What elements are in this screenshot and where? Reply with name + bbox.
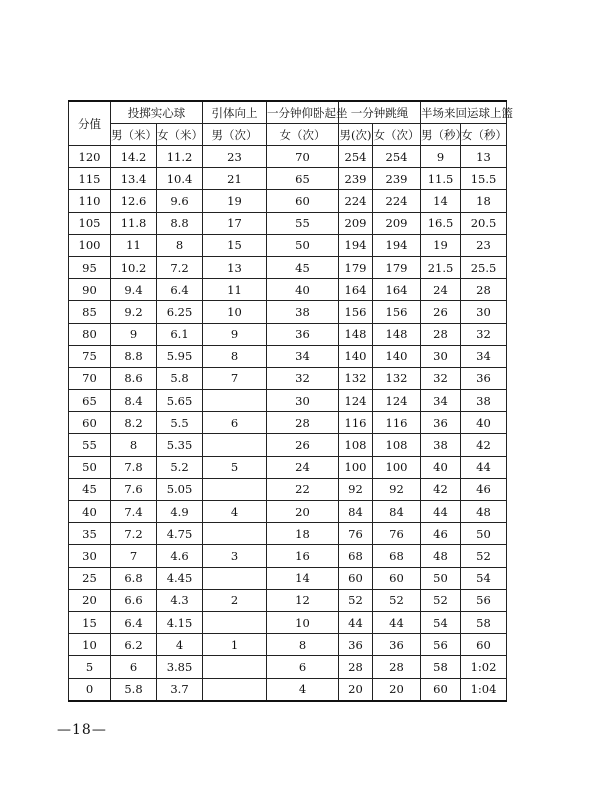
cell-shot-put-female: 4.75	[157, 523, 203, 545]
cell-basketball-female: 32	[461, 323, 507, 345]
cell-shot-put-female: 8.8	[157, 212, 203, 234]
cell-rope-male: 209	[339, 212, 373, 234]
cell-shot-put-male: 6.6	[111, 589, 157, 611]
cell-shot-put-male: 13.4	[111, 168, 157, 190]
cell-score: 110	[69, 190, 111, 212]
cell-rope-male: 164	[339, 279, 373, 301]
cell-rope-male: 76	[339, 523, 373, 545]
cell-basketball-female: 54	[461, 567, 507, 589]
cell-shot-put-male: 14.2	[111, 146, 157, 168]
cell-shot-put-male: 9.4	[111, 279, 157, 301]
subheader-situp-female: 女（次）	[267, 124, 339, 146]
cell-shot-put-male: 10.2	[111, 256, 157, 278]
cell-score: 5	[69, 656, 111, 678]
cell-basketball-female: 1:04	[461, 678, 507, 701]
cell-basketball-female: 20.5	[461, 212, 507, 234]
cell-basketball-female: 48	[461, 501, 507, 523]
cell-situp-female: 45	[267, 256, 339, 278]
cell-rope-male: 224	[339, 190, 373, 212]
cell-rope-male: 124	[339, 390, 373, 412]
cell-basketball-female: 46	[461, 478, 507, 500]
cell-basketball-male: 60	[421, 678, 461, 701]
cell-score: 85	[69, 301, 111, 323]
cell-pullup-male	[203, 390, 267, 412]
cell-situp-female: 32	[267, 367, 339, 389]
header-basketball: 半场来回运球上篮	[421, 101, 507, 124]
cell-situp-female: 22	[267, 478, 339, 500]
cell-situp-female: 24	[267, 456, 339, 478]
cell-score: 45	[69, 478, 111, 500]
cell-situp-female: 6	[267, 656, 339, 678]
cell-basketball-male: 21.5	[421, 256, 461, 278]
cell-score: 55	[69, 434, 111, 456]
cell-rope-female: 108	[373, 434, 421, 456]
cell-situp-female: 20	[267, 501, 339, 523]
cell-shot-put-male: 7.6	[111, 478, 157, 500]
table-row	[69, 212, 507, 234]
cell-basketball-male: 11.5	[421, 168, 461, 190]
cell-shot-put-female: 4.9	[157, 501, 203, 523]
cell-basketball-male: 32	[421, 367, 461, 389]
cell-basketball-male: 44	[421, 501, 461, 523]
table-row	[69, 523, 507, 545]
cell-pullup-male: 9	[203, 323, 267, 345]
cell-rope-male: 92	[339, 478, 373, 500]
score-table-container	[68, 100, 513, 702]
cell-pullup-male: 19	[203, 190, 267, 212]
cell-situp-female: 70	[267, 146, 339, 168]
header-pullup: 引体向上	[203, 101, 267, 124]
cell-rope-male: 254	[339, 146, 373, 168]
cell-shot-put-male: 8.8	[111, 345, 157, 367]
cell-situp-female: 34	[267, 345, 339, 367]
cell-shot-put-female: 10.4	[157, 168, 203, 190]
cell-rope-female: 148	[373, 323, 421, 345]
cell-rope-female: 179	[373, 256, 421, 278]
cell-shot-put-female: 4.15	[157, 611, 203, 633]
cell-basketball-male: 56	[421, 634, 461, 656]
cell-rope-female: 124	[373, 390, 421, 412]
cell-shot-put-male: 6.8	[111, 567, 157, 589]
cell-pullup-male: 5	[203, 456, 267, 478]
subheader-rope-female: 女（次）	[373, 124, 421, 146]
cell-rope-female: 116	[373, 412, 421, 434]
cell-rope-male: 116	[339, 412, 373, 434]
cell-shot-put-male: 6.4	[111, 611, 157, 633]
table-row	[69, 190, 507, 212]
cell-pullup-male	[203, 678, 267, 701]
cell-shot-put-male: 7.2	[111, 523, 157, 545]
table-row	[69, 301, 507, 323]
cell-score: 35	[69, 523, 111, 545]
cell-shot-put-male: 8.2	[111, 412, 157, 434]
cell-basketball-female: 28	[461, 279, 507, 301]
cell-basketball-female: 30	[461, 301, 507, 323]
cell-shot-put-male: 8.6	[111, 367, 157, 389]
cell-basketball-male: 38	[421, 434, 461, 456]
subheader-rope-male: 男(次)	[339, 124, 373, 146]
cell-basketball-male: 14	[421, 190, 461, 212]
table-row	[69, 567, 507, 589]
cell-rope-female: 224	[373, 190, 421, 212]
cell-situp-female: 28	[267, 412, 339, 434]
cell-shot-put-male: 8	[111, 434, 157, 456]
cell-shot-put-male: 6.2	[111, 634, 157, 656]
cell-basketball-female: 18	[461, 190, 507, 212]
cell-pullup-male: 8	[203, 345, 267, 367]
cell-score: 75	[69, 345, 111, 367]
cell-shot-put-female: 7.2	[157, 256, 203, 278]
cell-situp-female: 30	[267, 390, 339, 412]
cell-shot-put-female: 6.1	[157, 323, 203, 345]
cell-score: 50	[69, 456, 111, 478]
cell-pullup-male	[203, 656, 267, 678]
table-body	[69, 146, 507, 701]
cell-score: 115	[69, 168, 111, 190]
cell-shot-put-female: 11.2	[157, 146, 203, 168]
cell-situp-female: 8	[267, 634, 339, 656]
cell-rope-female: 92	[373, 478, 421, 500]
table-row	[69, 634, 507, 656]
table-row	[69, 323, 507, 345]
cell-situp-female: 60	[267, 190, 339, 212]
cell-rope-female: 52	[373, 589, 421, 611]
cell-situp-female: 40	[267, 279, 339, 301]
cell-rope-female: 239	[373, 168, 421, 190]
header-jump-rope: 一分钟跳绳	[339, 101, 421, 124]
cell-shot-put-female: 4.6	[157, 545, 203, 567]
cell-situp-female: 55	[267, 212, 339, 234]
cell-score: 70	[69, 367, 111, 389]
cell-basketball-male: 48	[421, 545, 461, 567]
cell-basketball-male: 26	[421, 301, 461, 323]
cell-shot-put-female: 5.2	[157, 456, 203, 478]
cell-pullup-male	[203, 478, 267, 500]
cell-basketball-male: 28	[421, 323, 461, 345]
cell-rope-female: 140	[373, 345, 421, 367]
cell-shot-put-male: 8.4	[111, 390, 157, 412]
cell-pullup-male: 10	[203, 301, 267, 323]
table-row	[69, 146, 507, 168]
cell-basketball-female: 60	[461, 634, 507, 656]
cell-shot-put-female: 5.35	[157, 434, 203, 456]
cell-rope-female: 194	[373, 234, 421, 256]
cell-shot-put-female: 9.6	[157, 190, 203, 212]
cell-basketball-male: 34	[421, 390, 461, 412]
table-row	[69, 367, 507, 389]
cell-basketball-female: 1:02	[461, 656, 507, 678]
table-row	[69, 478, 507, 500]
table-row	[69, 456, 507, 478]
cell-basketball-male: 36	[421, 412, 461, 434]
cell-score: 120	[69, 146, 111, 168]
cell-score: 15	[69, 611, 111, 633]
cell-score: 90	[69, 279, 111, 301]
cell-pullup-male: 6	[203, 412, 267, 434]
cell-score: 0	[69, 678, 111, 701]
cell-rope-male: 84	[339, 501, 373, 523]
cell-score: 60	[69, 412, 111, 434]
cell-basketball-female: 23	[461, 234, 507, 256]
cell-situp-female: 50	[267, 234, 339, 256]
header-score: 分值	[69, 101, 111, 146]
cell-pullup-male: 11	[203, 279, 267, 301]
cell-basketball-female: 58	[461, 611, 507, 633]
table-row	[69, 390, 507, 412]
cell-rope-female: 68	[373, 545, 421, 567]
table-row	[69, 279, 507, 301]
cell-score: 100	[69, 234, 111, 256]
cell-rope-female: 28	[373, 656, 421, 678]
cell-pullup-male: 15	[203, 234, 267, 256]
cell-rope-female: 164	[373, 279, 421, 301]
cell-basketball-female: 40	[461, 412, 507, 434]
cell-rope-male: 100	[339, 456, 373, 478]
cell-situp-female: 12	[267, 589, 339, 611]
cell-rope-male: 36	[339, 634, 373, 656]
cell-rope-female: 254	[373, 146, 421, 168]
cell-rope-male: 108	[339, 434, 373, 456]
cell-shot-put-female: 6.25	[157, 301, 203, 323]
subheader-basketball-female: 女（秒）	[461, 124, 507, 146]
cell-basketball-female: 25.5	[461, 256, 507, 278]
cell-shot-put-male: 7.4	[111, 501, 157, 523]
table-row	[69, 678, 507, 701]
cell-shot-put-female: 4	[157, 634, 203, 656]
cell-rope-female: 156	[373, 301, 421, 323]
cell-pullup-male: 2	[203, 589, 267, 611]
cell-situp-female: 10	[267, 611, 339, 633]
cell-rope-male: 68	[339, 545, 373, 567]
cell-pullup-male	[203, 611, 267, 633]
cell-score: 80	[69, 323, 111, 345]
cell-rope-male: 28	[339, 656, 373, 678]
cell-basketball-male: 9	[421, 146, 461, 168]
cell-situp-female: 14	[267, 567, 339, 589]
header-shot-put: 投掷实心球	[111, 101, 203, 124]
table-row	[69, 234, 507, 256]
cell-rope-female: 84	[373, 501, 421, 523]
cell-rope-female: 100	[373, 456, 421, 478]
cell-pullup-male: 13	[203, 256, 267, 278]
cell-shot-put-male: 11	[111, 234, 157, 256]
cell-shot-put-female: 4.3	[157, 589, 203, 611]
cell-shot-put-female: 3.85	[157, 656, 203, 678]
cell-score: 30	[69, 545, 111, 567]
table-row	[69, 434, 507, 456]
cell-rope-male: 156	[339, 301, 373, 323]
score-table	[68, 100, 513, 702]
cell-shot-put-male: 12.6	[111, 190, 157, 212]
subheader-basketball-male: 男（秒）	[421, 124, 461, 146]
cell-situp-female: 26	[267, 434, 339, 456]
cell-pullup-male: 21	[203, 168, 267, 190]
cell-situp-female: 65	[267, 168, 339, 190]
cell-shot-put-female: 5.05	[157, 478, 203, 500]
cell-rope-female: 132	[373, 367, 421, 389]
cell-rope-male: 148	[339, 323, 373, 345]
cell-rope-male: 20	[339, 678, 373, 701]
table-row	[69, 611, 507, 633]
cell-rope-male: 132	[339, 367, 373, 389]
cell-rope-male: 52	[339, 589, 373, 611]
cell-basketball-male: 54	[421, 611, 461, 633]
header-situp: 一分钟仰卧起坐	[267, 101, 339, 124]
cell-basketball-female: 44	[461, 456, 507, 478]
cell-situp-female: 36	[267, 323, 339, 345]
cell-pullup-male: 4	[203, 501, 267, 523]
cell-basketball-female: 42	[461, 434, 507, 456]
cell-basketball-male: 30	[421, 345, 461, 367]
cell-shot-put-male: 9.2	[111, 301, 157, 323]
subheader-shot-put-female: 女（米）	[157, 124, 203, 146]
cell-rope-female: 60	[373, 567, 421, 589]
cell-shot-put-male: 5.8	[111, 678, 157, 701]
cell-pullup-male: 23	[203, 146, 267, 168]
cell-pullup-male	[203, 434, 267, 456]
cell-score: 40	[69, 501, 111, 523]
cell-shot-put-male: 7.8	[111, 456, 157, 478]
cell-rope-female: 44	[373, 611, 421, 633]
cell-situp-female: 16	[267, 545, 339, 567]
cell-rope-male: 140	[339, 345, 373, 367]
cell-shot-put-female: 5.8	[157, 367, 203, 389]
subheader-shot-put-male: 男（米）	[111, 124, 157, 146]
cell-situp-female: 18	[267, 523, 339, 545]
cell-pullup-male: 1	[203, 634, 267, 656]
cell-shot-put-female: 5.5	[157, 412, 203, 434]
cell-basketball-female: 15.5	[461, 168, 507, 190]
cell-rope-male: 239	[339, 168, 373, 190]
table-row	[69, 656, 507, 678]
cell-shot-put-female: 3.7	[157, 678, 203, 701]
cell-basketball-male: 50	[421, 567, 461, 589]
cell-rope-male: 179	[339, 256, 373, 278]
cell-basketball-female: 56	[461, 589, 507, 611]
cell-basketball-female: 52	[461, 545, 507, 567]
table-row	[69, 256, 507, 278]
cell-basketball-male: 52	[421, 589, 461, 611]
cell-basketball-female: 36	[461, 367, 507, 389]
cell-basketball-female: 13	[461, 146, 507, 168]
cell-basketball-male: 58	[421, 656, 461, 678]
cell-basketball-female: 38	[461, 390, 507, 412]
cell-pullup-male: 7	[203, 367, 267, 389]
cell-basketball-male: 46	[421, 523, 461, 545]
table-row	[69, 545, 507, 567]
cell-shot-put-female: 8	[157, 234, 203, 256]
subheader-pullup-male: 男（次）	[203, 124, 267, 146]
cell-rope-female: 76	[373, 523, 421, 545]
cell-basketball-male: 16.5	[421, 212, 461, 234]
cell-pullup-male	[203, 567, 267, 589]
cell-rope-male: 60	[339, 567, 373, 589]
cell-shot-put-female: 4.45	[157, 567, 203, 589]
cell-score: 25	[69, 567, 111, 589]
cell-shot-put-female: 5.65	[157, 390, 203, 412]
cell-basketball-female: 34	[461, 345, 507, 367]
cell-basketball-male: 42	[421, 478, 461, 500]
cell-pullup-male: 3	[203, 545, 267, 567]
table-row	[69, 412, 507, 434]
page-number: —18—	[57, 722, 107, 738]
cell-rope-male: 44	[339, 611, 373, 633]
cell-basketball-male: 40	[421, 456, 461, 478]
cell-rope-female: 20	[373, 678, 421, 701]
cell-shot-put-male: 9	[111, 323, 157, 345]
cell-basketball-female: 50	[461, 523, 507, 545]
table-row	[69, 501, 507, 523]
table-row	[69, 589, 507, 611]
cell-score: 65	[69, 390, 111, 412]
cell-shot-put-male: 7	[111, 545, 157, 567]
table-row	[69, 168, 507, 190]
cell-shot-put-male: 6	[111, 656, 157, 678]
cell-rope-female: 209	[373, 212, 421, 234]
cell-score: 10	[69, 634, 111, 656]
cell-rope-male: 194	[339, 234, 373, 256]
cell-score: 105	[69, 212, 111, 234]
table-row	[69, 345, 507, 367]
cell-shot-put-female: 6.4	[157, 279, 203, 301]
cell-situp-female: 4	[267, 678, 339, 701]
cell-pullup-male	[203, 523, 267, 545]
cell-shot-put-male: 11.8	[111, 212, 157, 234]
cell-shot-put-female: 5.95	[157, 345, 203, 367]
cell-basketball-male: 19	[421, 234, 461, 256]
cell-score: 20	[69, 589, 111, 611]
cell-score: 95	[69, 256, 111, 278]
cell-pullup-male: 17	[203, 212, 267, 234]
cell-basketball-male: 24	[421, 279, 461, 301]
cell-situp-female: 38	[267, 301, 339, 323]
cell-rope-female: 36	[373, 634, 421, 656]
